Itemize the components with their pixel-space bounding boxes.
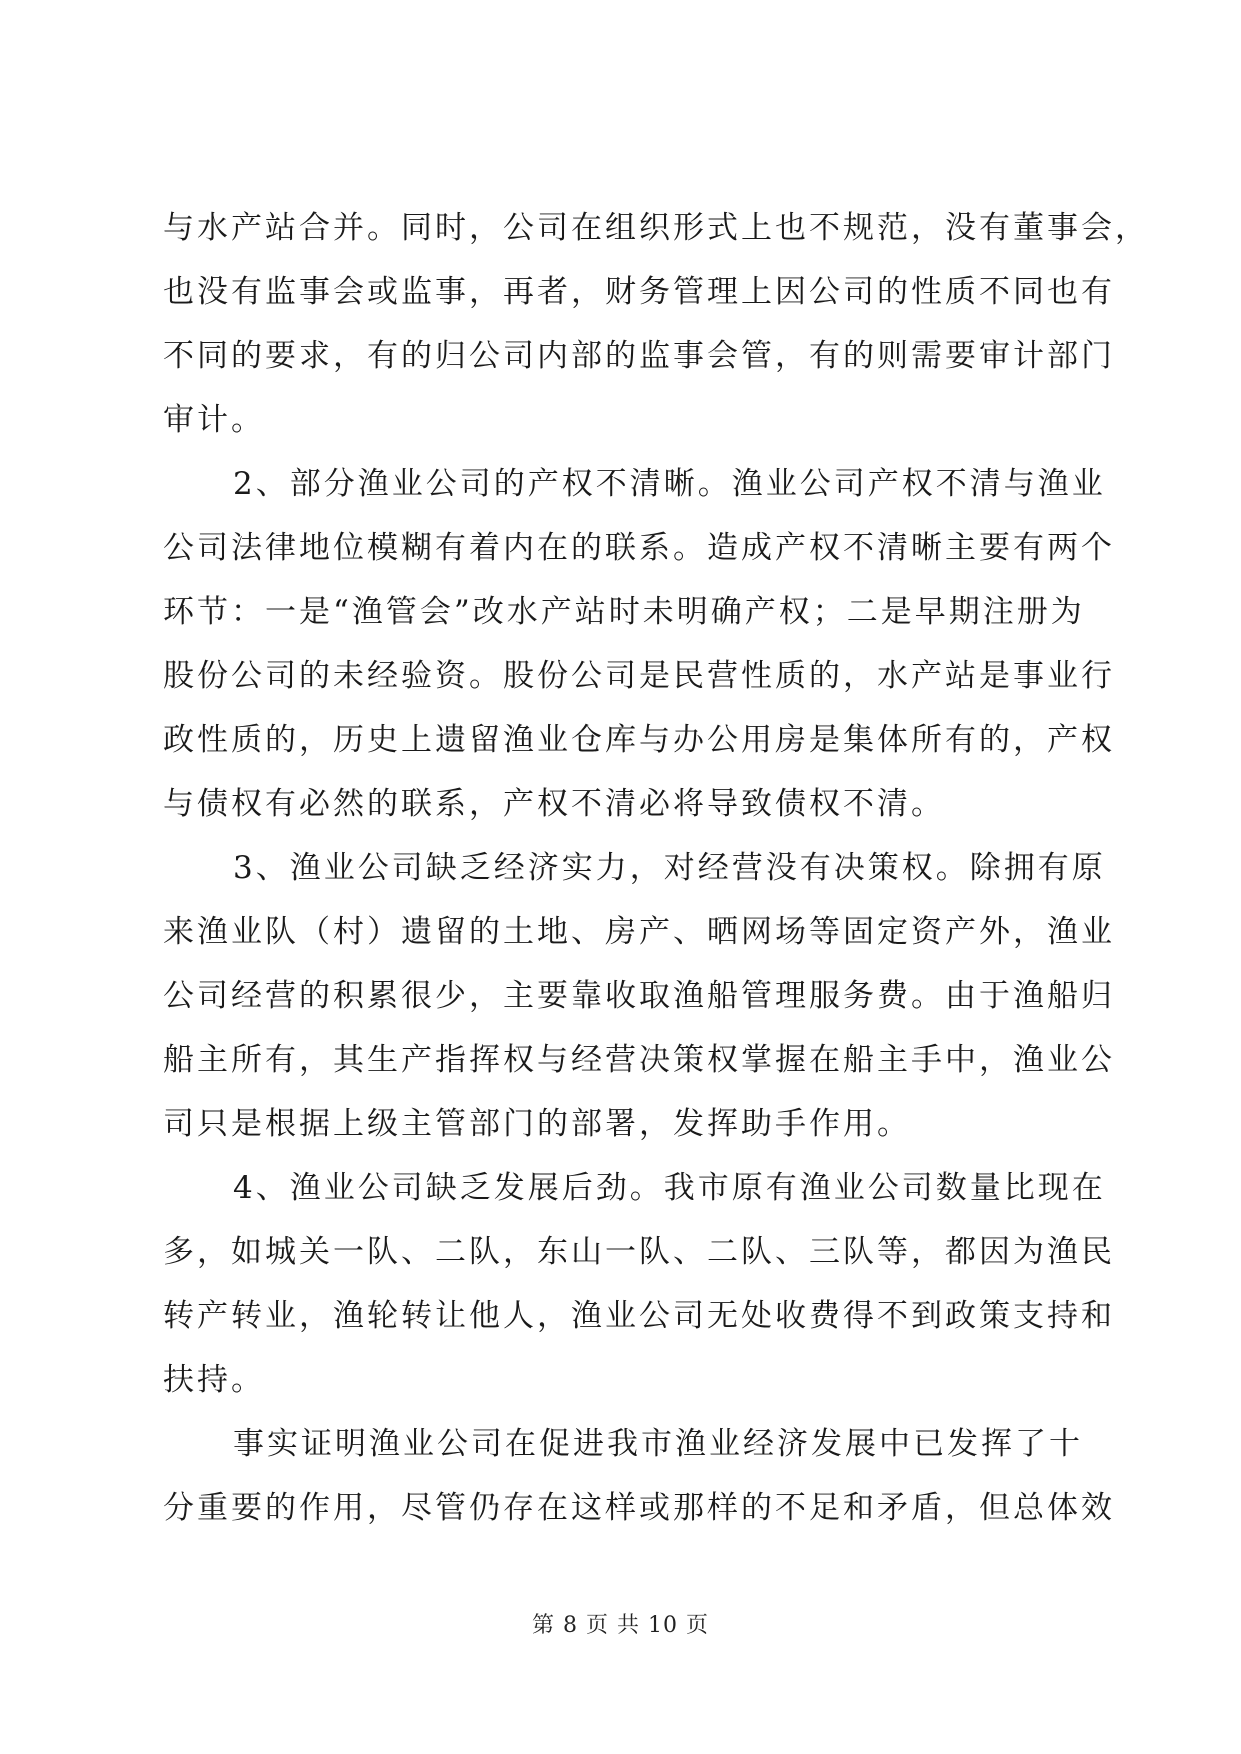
text-line: 公司经营的积累很少，主要靠收取渔船管理服务费。由于渔船归 <box>163 978 1115 1014</box>
text-line: 与水产站合并。同时，公司在组织形式上也不规范，没有董事会， <box>163 210 1149 246</box>
text-line: 公司法律地位模糊有着内在的联系。造成产权不清晰主要有两个 <box>163 530 1115 566</box>
text-line: 司只是根据上级主管部门的部署，发挥助手作用。 <box>163 1106 911 1142</box>
paragraph-2-first-line: 2、部分渔业公司的产权不清晰。渔业公司产权不清与渔业 <box>233 466 1106 502</box>
text-line: 分重要的作用，尽管仍存在这样或那样的不足和矛盾，但总体效 <box>163 1490 1115 1526</box>
page-number-footer: 第 8 页 共 10 页 <box>532 1613 709 1638</box>
text-line: 船主所有，其生产指挥权与经营决策权掌握在船主手中，渔业公 <box>163 1042 1115 1078</box>
text-line: 审计。 <box>163 402 265 438</box>
text-line: 股份公司的未经验资。股份公司是民营性质的，水产站是事业行 <box>163 658 1115 694</box>
text-line: 也没有监事会或监事，再者，财务管理上因公司的性质不同也有 <box>163 274 1115 310</box>
paragraph-3-first-line: 3、渔业公司缺乏经济实力，对经营没有决策权。除拥有原 <box>233 850 1106 886</box>
body-text <box>163 196 1149 1540</box>
text-line: 多，如城关一队、二队，东山一队、二队、三队等，都因为渔民 <box>163 1234 1115 1270</box>
text-line: 环节：一是“渔管会”改水产站时未明确产权；二是早期注册为 <box>163 594 1085 630</box>
text-line: 来渔业队（村）遗留的土地、房产、晒网场等固定资产外，渔业 <box>163 914 1115 950</box>
paragraph-5-first-line: 事实证明渔业公司在促进我市渔业经济发展中已发挥了十 <box>233 1426 1083 1462</box>
text-line: 与债权有必然的联系，产权不清必将导致债权不清。 <box>163 786 945 822</box>
text-line: 不同的要求，有的归公司内部的监事会管，有的则需要审计部门 <box>163 338 1115 374</box>
text-line: 政性质的，历史上遗留渔业仓库与办公用房是集体所有的，产权 <box>163 722 1115 758</box>
text-line: 扶持。 <box>163 1362 265 1398</box>
text-line: 转产转业，渔轮转让他人，渔业公司无处收费得不到政策支持和 <box>163 1298 1115 1334</box>
paragraph-4-first-line: 4、渔业公司缺乏发展后劲。我市原有渔业公司数量比现在 <box>233 1170 1106 1206</box>
